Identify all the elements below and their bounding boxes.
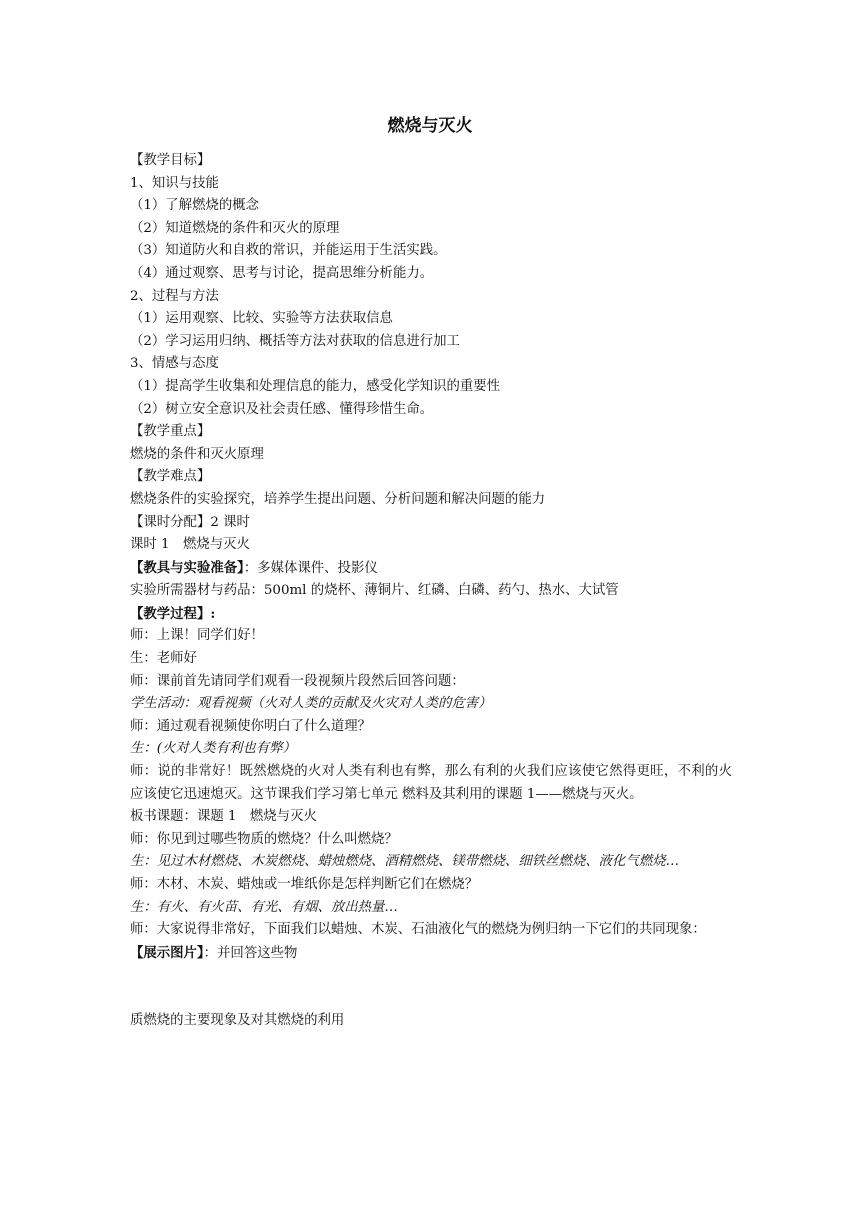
text-line: （4）通过观察、思考与讨论，提高思维分析能力。	[130, 265, 434, 281]
text-span: ：多媒体课件、投影仪	[243, 560, 378, 576]
text-line: 实验所需器材与药品：500ml 的烧杯、薄铜片、红磷、白磷、药勺、热水、大试管	[130, 583, 619, 599]
section-heading-process: 【教学过程】:	[130, 605, 216, 622]
text-line: 2、过程与方法	[130, 288, 219, 304]
text-line-italic: 生：(火对人类有利也有弊）	[130, 741, 296, 757]
text-line: 师：通过观看视频使你明白了什么道理？	[130, 718, 372, 734]
section-heading-images: 【展示图片】	[130, 944, 204, 961]
text-line: 3、情感与态度	[130, 356, 219, 372]
text-line: 师：你见到过哪些物质的燃烧？什么叫燃烧？	[130, 831, 398, 847]
text-line: 师：木材、木炭、蜡烛或一堆纸你是怎样判断它们在燃烧？	[130, 877, 479, 892]
text-line: （2）学习运用归纳、概括等方法对获取的信息进行加工	[130, 333, 460, 349]
text-line-italic: 生：有火、有火苗、有光、有烟、放出热量…	[130, 899, 398, 915]
text-line: （3）知道防火和自救的常识，并能运用于生活实践。	[130, 243, 447, 259]
text-line	[130, 942, 732, 966]
text-line: （1）运用观察、比较、实验等方法获取信息	[130, 311, 393, 327]
text-line: 师：课前首先请同学们观看一段视频片段然后回答问题：	[130, 673, 465, 689]
text-span: ：并回答这些物	[203, 945, 298, 961]
text-line: 生：老师好	[130, 651, 197, 667]
text-line	[130, 557, 732, 581]
text-line: 师：上课！同学们好！	[130, 628, 264, 644]
text-paragraph: 师：大家说得非常好，下面我们以蜡烛、木炭、石油液化气的燃烧为例归纳一下它们的共同现象：	[130, 922, 706, 938]
text-line: 1、知识与技能	[130, 175, 219, 191]
text-line: （2）知道燃烧的条件和灭火的原理	[130, 220, 340, 236]
text-line: （2）树立安全意识及社会责任感、懂得珍惜生命。	[130, 401, 434, 417]
section-heading-schedule: 【课时分配】2 课时	[130, 514, 250, 530]
page-title: 燃烧与灭火	[387, 116, 473, 136]
document-body	[130, 150, 732, 1033]
section-heading-difficulties: 【教学难点】	[130, 469, 211, 485]
section-heading-objectives: 【教学目标】	[130, 153, 211, 168]
text-line: 燃烧条件的实验探究，培养学生提出问题、分析问题和解决问题的能力	[130, 491, 546, 507]
spacer	[130, 965, 732, 1010]
text-line: 质燃烧的主要现象及对其燃烧的利用	[130, 1013, 345, 1029]
text-line: 板书课题：课题 1 燃烧与灭火	[130, 809, 317, 825]
text-line-italic: 生：见过木材燃烧、木炭燃烧、蜡烛燃烧、酒精燃烧、镁带燃烧、细铁丝燃烧、液化气燃烧…	[130, 854, 680, 870]
text-line-italic: 学生活动：观看视频（火对人类的贡献及火灾对人类的危害）	[130, 696, 492, 712]
text-line: （1）了解燃烧的概念	[130, 198, 260, 214]
section-heading-key-points: 【教学重点】	[130, 424, 211, 440]
section-heading-equipment: 【教具与实验准备】	[130, 559, 244, 576]
text-line: 燃烧的条件和灭火原理	[130, 446, 264, 462]
text-line: 课时 1 燃烧与灭火	[130, 537, 250, 553]
text-line: （1）提高学生收集和处理信息的能力，感受化学知识的重要性	[130, 378, 501, 394]
text-paragraph: 师：说的非常好！既然燃烧的火对人类有利也有弊，那么有利的火我们应该使它然得更旺，不利的火应该使它迅速熄灭。这节课我们学习第七单元 燃料及其利用的课题 1——燃烧与灭火。	[130, 764, 732, 802]
